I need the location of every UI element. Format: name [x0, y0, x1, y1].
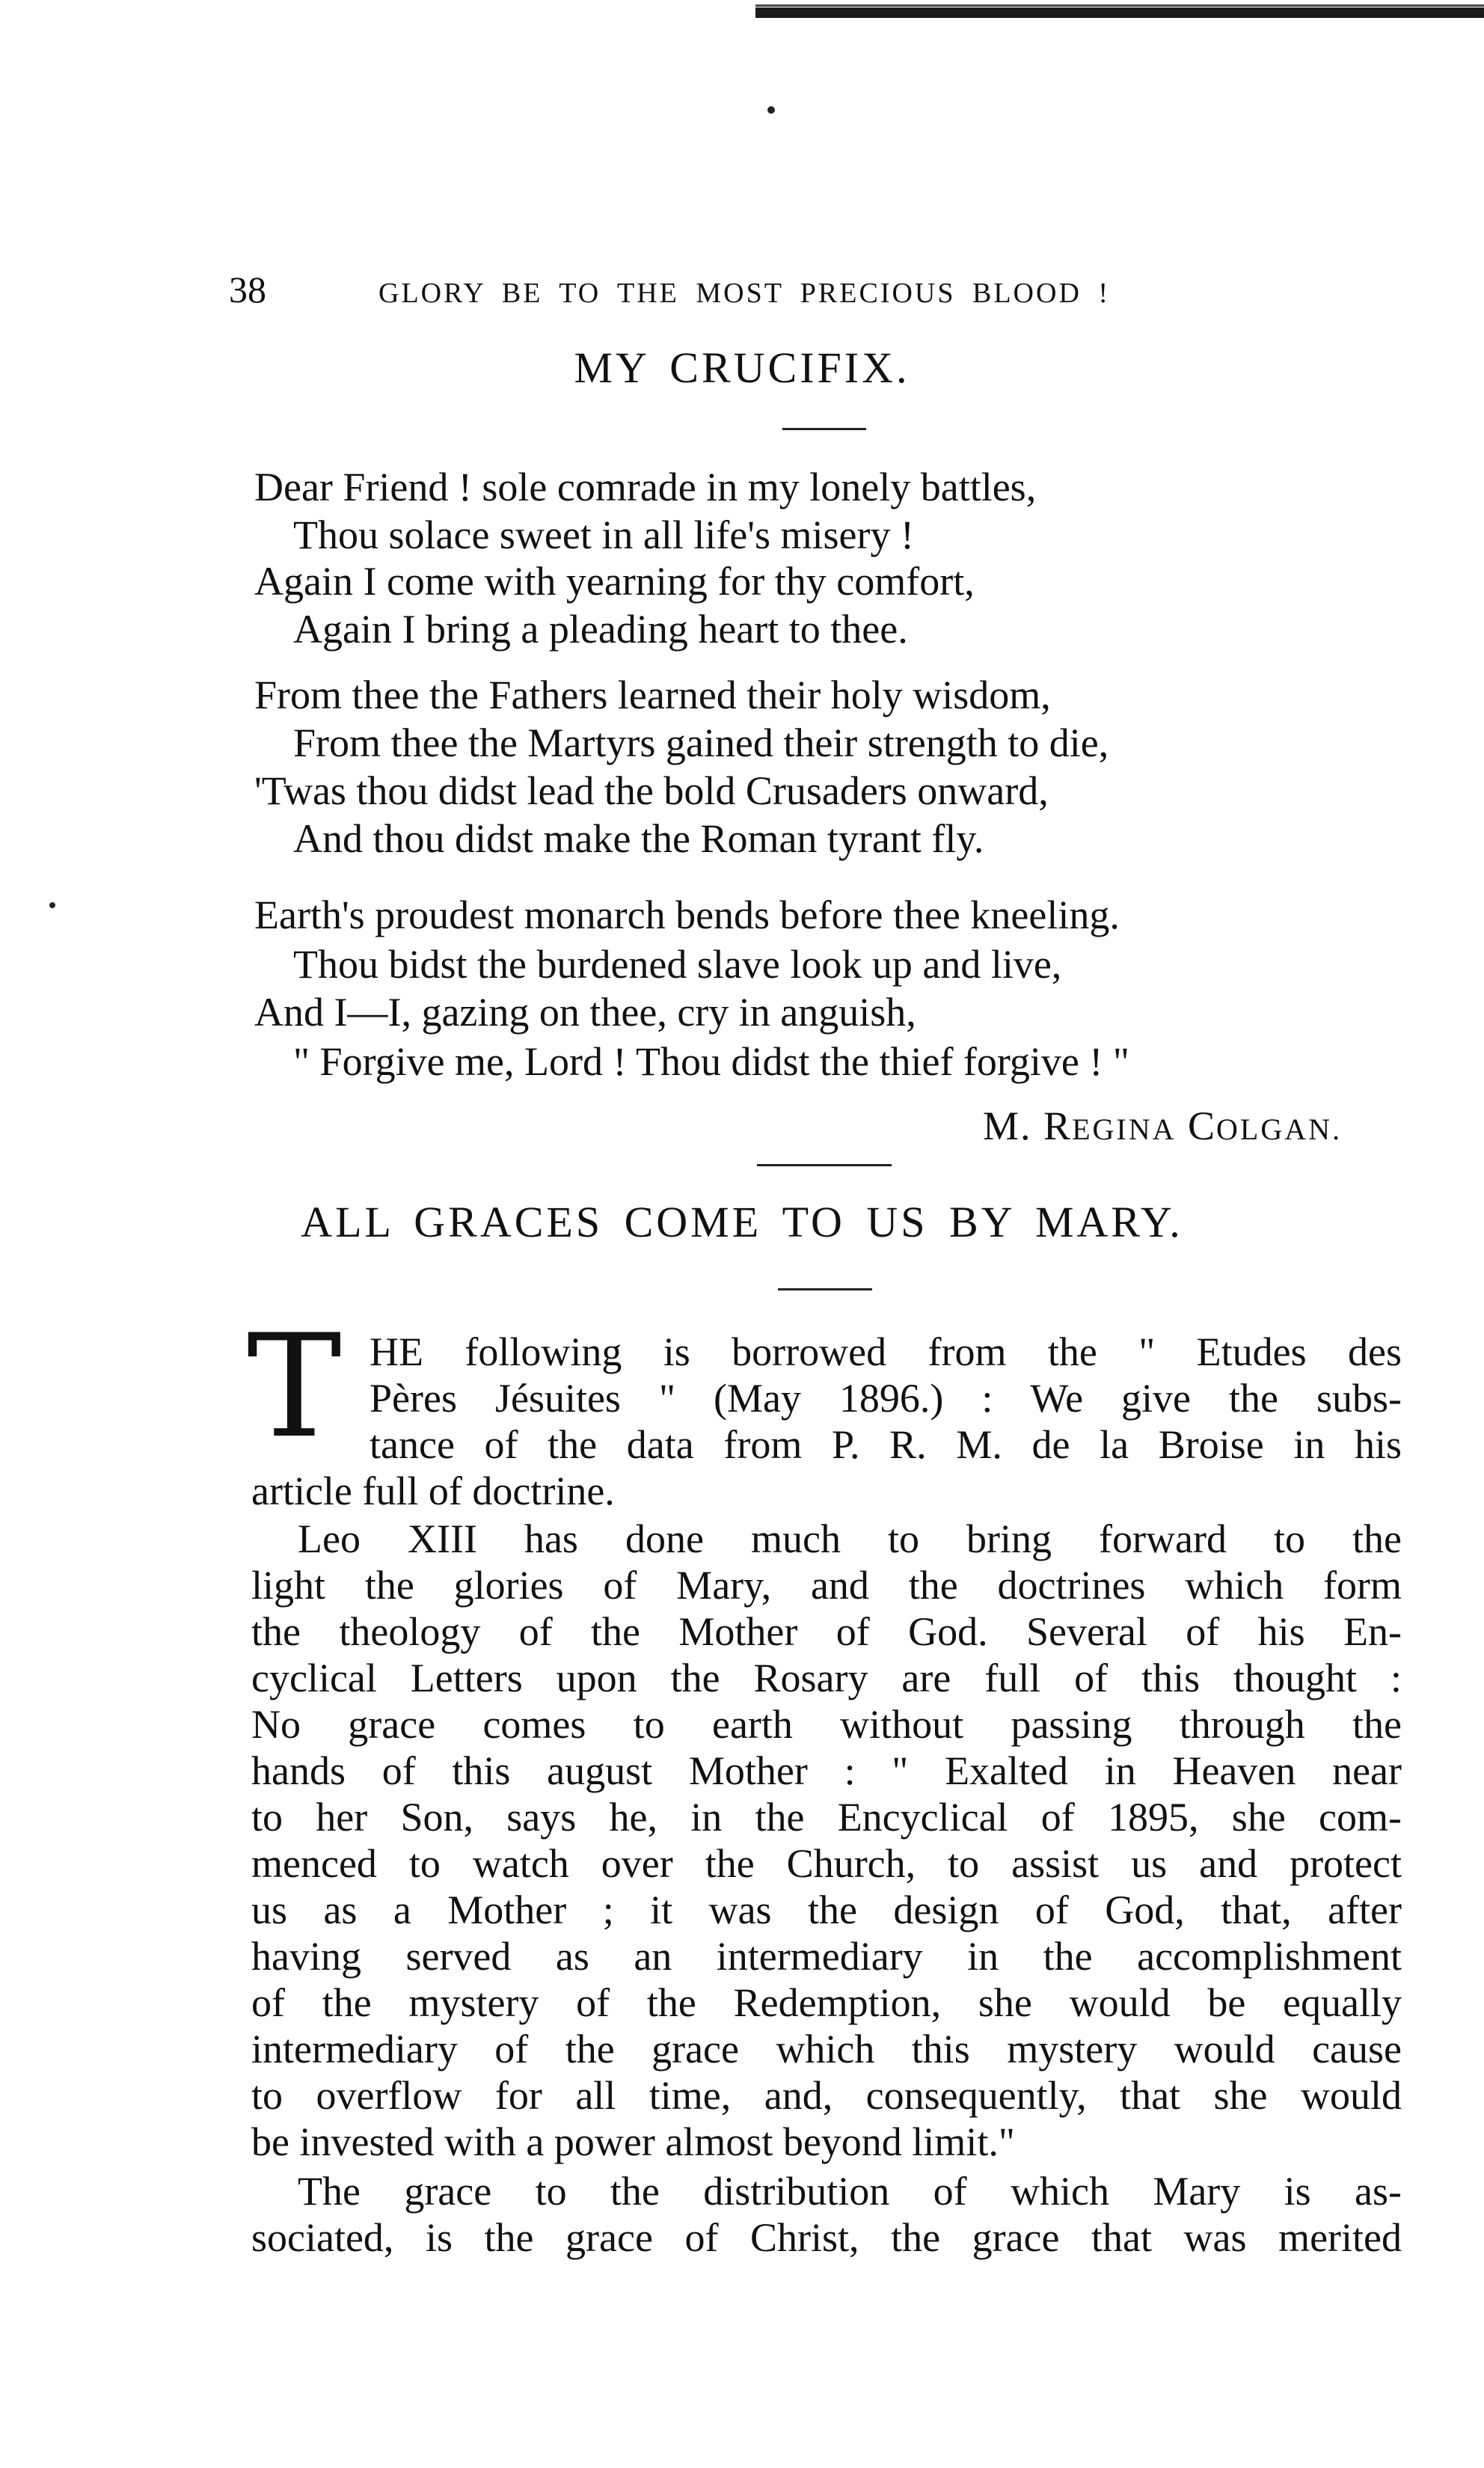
poem-title: MY CRUCIFIX.: [574, 343, 910, 392]
verse-line: " Forgive me, Lord ! Thou didst the thief forgive ! ": [293, 1039, 1129, 1084]
text-line: tance of the data from P. R. M. de la Broise in his: [370, 1422, 1402, 1467]
section-divider: [757, 1164, 892, 1166]
text-line: Leo XIII has done much to bring forward to the: [298, 1516, 1402, 1561]
verse-line: Thou solace sweet in all life's misery !: [293, 512, 914, 557]
text-line: be invested with a power almost beyond limit.": [251, 2119, 1015, 2164]
verse-line: Thou bidst the burdened slave look up and live,: [293, 942, 1062, 987]
text-line: the theology of the Mother of God. Several of his En-: [251, 1609, 1402, 1654]
poem-author: [983, 1103, 1342, 1149]
text-line: Pères Jésuites " (May 1896.) : We give the subs-: [370, 1376, 1402, 1421]
running-head: [229, 268, 1231, 313]
verse-line: 'Twas thou didst lead the bold Crusaders onward,: [254, 768, 1049, 813]
text-line: menced to watch over the Church, to assist us and protect: [251, 1841, 1402, 1886]
title-divider: [778, 1288, 872, 1290]
text-line: intermediary of the grace which this mystery would cause: [251, 2027, 1402, 2072]
verse-line: From thee the Fathers learned their holy wisdom,: [254, 673, 1051, 717]
text-line: The grace to the distribution of which Mary is as-: [298, 2169, 1402, 2214]
speck-mark: [49, 902, 55, 908]
speck-mark: [767, 106, 775, 114]
page-edge-rule: [755, 7, 1484, 18]
verse-line: Dear Friend ! sole comrade in my lonely battles,: [254, 465, 1037, 509]
text-line: No grace comes to earth without passing through the: [251, 1702, 1402, 1747]
author-initial: M. R: [983, 1103, 1073, 1148]
text-line: light the glories of Mary, and the doctrines which form: [251, 1563, 1402, 1608]
verse-line: Earth's proudest monarch bends before thee kneeling.: [254, 892, 1120, 937]
verse-line: From thee the Martyrs gained their strength to die,: [293, 720, 1109, 765]
text-line: to her Son, says he, in the Encyclical of 1895, she com-: [251, 1795, 1402, 1840]
verse-line: And I—I, gazing on thee, cry in anguish,: [254, 990, 916, 1035]
verse-line: Again I come with yearning for thy comfort,: [254, 559, 975, 604]
page-edge-rule-thin: [755, 4, 1484, 7]
text-line: sociated, is the grace of Christ, the grace that was merited: [251, 2215, 1402, 2260]
author-last-initial: C: [1187, 1103, 1217, 1148]
page-number: 38: [229, 269, 266, 310]
text-line: having served as an intermediary in the accomplishment: [251, 1934, 1402, 1979]
author-first-rest: EGINA: [1072, 1112, 1177, 1146]
article-title: ALL GRACES COME TO US BY MARY.: [301, 1198, 1183, 1246]
author-last-rest: OLGAN.: [1216, 1112, 1342, 1146]
verse-line: And thou didst make the Roman tyrant fly.: [293, 816, 984, 861]
text-line: cyclical Letters upon the Rosary are full of this thought :: [251, 1656, 1402, 1700]
drop-cap: T: [247, 1304, 342, 1469]
verse-line: Again I bring a pleading heart to thee.: [293, 607, 908, 652]
text-line: of the mystery of the Redemption, she would be equally: [251, 1980, 1402, 2025]
text-line: us as a Mother ; it was the design of God, that, after: [251, 1887, 1402, 1932]
text-line: hands of this august Mother : " Exalted in Heaven near: [251, 1748, 1402, 1793]
text-line: HE following is borrowed from the " Etudes des: [370, 1329, 1402, 1374]
text-line: article full of doctrine.: [251, 1469, 615, 1513]
title-divider: [782, 428, 866, 430]
running-title: GLORY BE TO THE MOST PRECIOUS BLOOD !: [378, 278, 1111, 309]
text-line: to overflow for all time, and, consequently, that she would: [251, 2073, 1402, 2118]
